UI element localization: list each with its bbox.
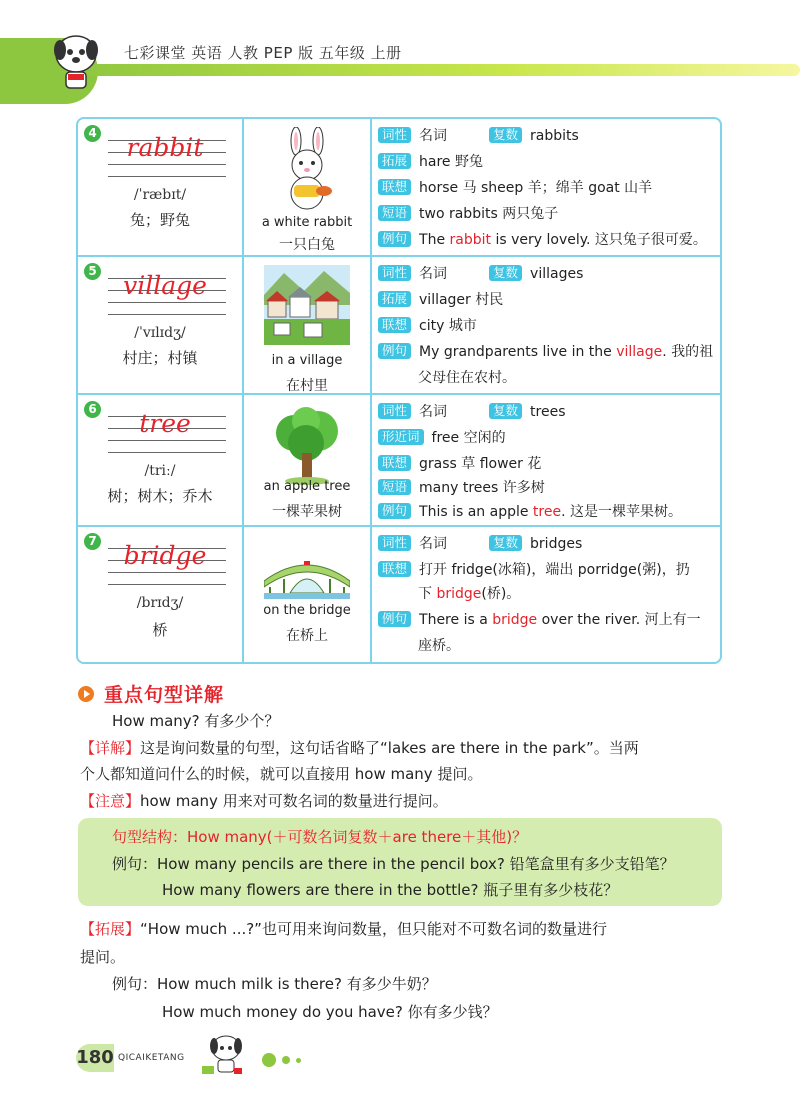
phonetic: /triː/ (144, 463, 176, 479)
highlight-word: tree (532, 504, 562, 520)
extension-label: 【拓展】 (80, 920, 141, 938)
header-title: 七彩课堂 英语 人教 PEP 版 五年级 上册 (124, 44, 402, 62)
meaning: 桥 (152, 621, 168, 639)
bridge-picture (264, 541, 350, 601)
tree-picture (264, 403, 350, 491)
footer-dot (282, 1056, 290, 1064)
tag-label: 联想 (378, 455, 411, 471)
meaning: 树；树木；乔木 (107, 487, 213, 505)
extension-paragraph (80, 918, 607, 939)
header-bar (60, 64, 800, 76)
item-number: 5 (84, 263, 101, 280)
structure-example: 例句：How many pencils are there in the pencil box? 铅笔盒里有多少支铅笔？ (112, 855, 675, 873)
item-number: 4 (84, 125, 101, 142)
tag-label: 例句 (378, 231, 411, 247)
puppy-mascot-icon (46, 24, 106, 94)
word: rabbit (126, 133, 204, 162)
tag-label: 复数 (489, 265, 522, 281)
detail-cell (372, 527, 720, 662)
detail-text: (桥)。 (481, 586, 521, 602)
section-title: 重点句型详解 (104, 684, 225, 706)
detail-line (378, 177, 652, 197)
rabbit-picture (264, 127, 350, 215)
meaning: 兔；野兔 (129, 211, 190, 229)
tag-label: 词性 (378, 127, 411, 143)
vocab-table (76, 117, 722, 664)
detail-line (378, 477, 545, 497)
item-number: 6 (84, 401, 101, 418)
vocab-row (78, 257, 720, 395)
structure-text: 句型结构：How many(＋可数名词复数＋are there＋其他)？ (112, 828, 528, 846)
word: village (123, 271, 207, 300)
structure-example: How many flowers are there in the bottle? 瓶子里有多少枝花？ (162, 881, 619, 899)
detail-line (378, 125, 579, 145)
vocab-row (78, 119, 720, 257)
word-cell (78, 257, 244, 393)
tag-label: 复数 (489, 403, 522, 419)
extension-example: How much money do you have? 你有多少钱？ (162, 1003, 498, 1021)
detail-cell (372, 257, 720, 393)
picture-caption-cn: 在村里 (286, 378, 328, 394)
example-line (378, 229, 707, 249)
detail-text: two rabbits 两只兔子 (419, 206, 559, 222)
vocab-row (78, 527, 720, 662)
picture-cell (244, 257, 372, 393)
word-cell (78, 527, 244, 662)
key-question: How many? 有多少个？ (112, 712, 280, 730)
detail-cell (372, 395, 720, 525)
example-line (378, 341, 713, 361)
detail-text: villages (530, 266, 584, 282)
word-cell (78, 119, 244, 255)
item-number: 7 (84, 533, 101, 550)
note-label: 【注意】 (80, 792, 141, 810)
picture-caption-cn: 一棵苹果树 (272, 504, 342, 520)
tag-label: 词性 (378, 403, 411, 419)
detail-line (378, 401, 566, 421)
tag-label: 形近词 (378, 429, 424, 445)
detail-text: 名词 (419, 266, 448, 282)
detail-cell (372, 119, 720, 255)
tag-label: 词性 (378, 535, 411, 551)
detail-line (378, 203, 558, 223)
picture-caption-cn: 一只白兔 (279, 237, 335, 253)
detail-label: 【详解】 (80, 739, 141, 757)
word: bridge (123, 541, 207, 570)
example-text: over the river. 河上有一 (537, 612, 701, 628)
tag-label: 短语 (378, 479, 411, 495)
detail-text: 这是询问数量的句型，这句话省略了“lakes are there in the park”。当两 (140, 739, 639, 757)
footer-brand: QICAIKETANG (118, 1053, 185, 1063)
puppy-footer-icon (196, 1030, 254, 1080)
picture-caption-cn: 在桥上 (286, 628, 328, 644)
word: tree (139, 409, 191, 438)
phonetic: /brɪdʒ/ (136, 595, 184, 611)
meaning: 村庄；村镇 (122, 349, 198, 367)
detail-text: trees (530, 404, 566, 420)
example-text: My grandparents live in the (419, 344, 617, 360)
detail-text: 下 (418, 586, 437, 602)
detail-line (378, 559, 690, 579)
tag-label: 例句 (378, 503, 411, 519)
note-paragraph (80, 790, 448, 811)
detail-text: 打开 fridge(冰箱)，端出 porridge(粥)，扔 (419, 562, 690, 578)
detail-text: city 城市 (419, 318, 477, 334)
detail-text: villager 村民 (419, 292, 504, 308)
word-cell (78, 395, 244, 525)
detail-line (378, 289, 503, 309)
village-picture (264, 265, 350, 353)
highlight-word: bridge (436, 586, 482, 602)
picture-caption-en: in a village (271, 353, 343, 368)
phonetic: /ˈvɪlɪdʒ/ (134, 325, 186, 341)
footer-dot (262, 1053, 276, 1067)
highlight-word: village (616, 344, 663, 360)
picture-caption-en: an apple tree (263, 479, 351, 494)
highlight-word: bridge (492, 612, 538, 628)
phonetic: /ˈræbɪt/ (133, 187, 187, 203)
detail-text: 名词 (419, 128, 448, 144)
page-number: 180 (76, 1044, 114, 1072)
tag-label: 词性 (378, 265, 411, 281)
example-line-cont: 父母住在农村。 (418, 370, 516, 386)
extension-example: 例句：How much milk is there? 有多少牛奶？ (112, 975, 437, 993)
detail-line (378, 533, 582, 553)
example-text: is very lovely. 这只兔子很可爱。 (491, 232, 707, 248)
tag-label: 联想 (378, 561, 411, 577)
example-text: . 我的祖 (662, 344, 714, 360)
vocab-row (78, 395, 720, 527)
detail-line-cont (418, 583, 520, 603)
detail-line (378, 151, 483, 171)
footer-dot (296, 1058, 301, 1063)
detail-line (378, 453, 541, 473)
tag-label: 例句 (378, 343, 411, 359)
detail-paragraph (80, 737, 639, 758)
example-text: This is an apple (419, 504, 533, 520)
example-line-cont: 座桥。 (418, 638, 460, 654)
detail-text: hare 野兔 (419, 154, 483, 170)
detail-text: 名词 (419, 404, 448, 420)
tag-label: 联想 (378, 179, 411, 195)
detail-text: bridges (530, 536, 583, 552)
tag-label: 复数 (489, 535, 522, 551)
example-line (378, 609, 701, 629)
picture-caption-en: on the bridge (263, 603, 351, 618)
detail-line (378, 263, 583, 283)
detail-text: grass 草 flower 花 (419, 456, 542, 472)
example-line (378, 501, 682, 521)
detail-text: 名词 (419, 536, 448, 552)
note-text: how many 用来对可数名词的数量进行提问。 (140, 792, 448, 810)
tag-label: 复数 (489, 127, 522, 143)
detail-text: rabbits (530, 128, 579, 144)
picture-caption-en: a white rabbit (261, 215, 353, 230)
tag-label: 联想 (378, 317, 411, 333)
detail-text: horse 马 sheep 羊；绵羊 goat 山羊 (419, 180, 653, 196)
detail-paragraph-cont: 个人都知道问什么的时候，就可以直接用 how many 提问。 (80, 765, 483, 783)
extension-text: “How much ...?”也可用来询问数量，但只能对不可数名词的数量进行 (140, 920, 607, 938)
detail-text: free 空闲的 (431, 430, 506, 446)
highlight-word: rabbit (449, 232, 492, 248)
picture-cell (244, 395, 372, 525)
example-text: . 这是一棵苹果树。 (561, 504, 682, 520)
detail-line (378, 427, 506, 447)
play-icon (78, 686, 94, 702)
tag-label: 拓展 (378, 291, 411, 307)
extension-paragraph-cont: 提问。 (80, 948, 126, 966)
picture-cell (244, 119, 372, 255)
detail-line (378, 315, 477, 335)
detail-text: many trees 许多树 (419, 480, 545, 496)
tag-label: 例句 (378, 611, 411, 627)
example-text: The (419, 232, 450, 248)
example-text: There is a (419, 612, 493, 628)
tag-label: 拓展 (378, 153, 411, 169)
tag-label: 短语 (378, 205, 411, 221)
picture-cell (244, 527, 372, 662)
